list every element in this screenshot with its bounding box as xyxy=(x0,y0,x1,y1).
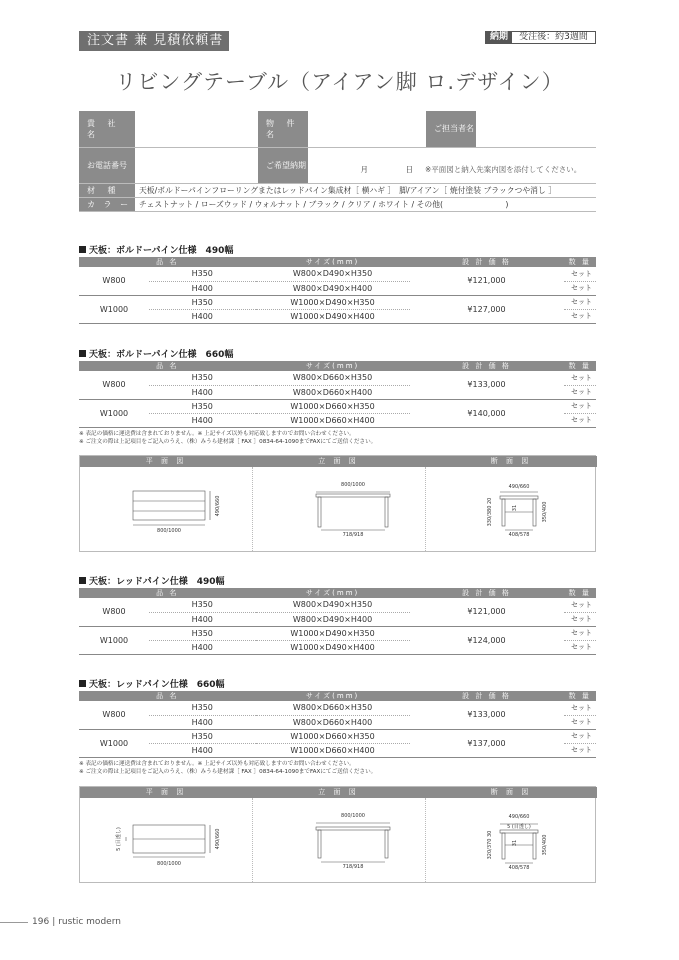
qty-field[interactable]: セット xyxy=(564,413,596,427)
price: ¥121,000 xyxy=(410,267,564,295)
model: W800 xyxy=(79,267,149,295)
col-price: 設 計 価 格 xyxy=(410,691,564,701)
model: W800 xyxy=(79,701,149,729)
height: H400 xyxy=(149,640,256,654)
col-qty: 数 量 xyxy=(564,691,596,701)
qty-field[interactable]: セット xyxy=(564,743,596,757)
section-header: 断 面 図 xyxy=(425,787,597,798)
size: W1000×D660×H350 xyxy=(256,399,410,413)
sec-bottom-dim: 408/578 xyxy=(508,532,530,538)
drawing-svg xyxy=(80,787,597,884)
size: W1000×D660×H400 xyxy=(256,413,410,427)
phone-label: お電話番号 xyxy=(79,147,135,183)
note-line: ※ 表記の価格に運送費は含まれておりません。※ 上記サイズ以外も対応致しますのでお問い合わせください。 xyxy=(79,761,355,767)
qty-field[interactable]: セット xyxy=(564,626,596,640)
notes xyxy=(79,760,376,776)
height: H350 xyxy=(149,598,256,612)
height: H400 xyxy=(149,715,256,729)
model: W1000 xyxy=(79,729,149,757)
size: W800×D660×H350 xyxy=(256,701,410,715)
size: W800×D490×H400 xyxy=(256,281,410,295)
size: W800×D660×H350 xyxy=(256,371,410,385)
delivery-value: 受注後：約3週間 xyxy=(519,32,588,42)
delivery-date-field[interactable] xyxy=(308,147,596,183)
col-qty: 数 量 xyxy=(564,257,596,267)
price: ¥127,000 xyxy=(410,295,564,323)
delivery-date-label: ご希望納期 xyxy=(258,147,308,183)
qty-field[interactable]: セット xyxy=(564,598,596,612)
order-form xyxy=(79,111,596,212)
gap-note: 5 (目透し) xyxy=(116,827,122,851)
drawing-svg xyxy=(80,456,597,553)
sec-top-dim: 490/660 xyxy=(508,814,530,820)
col-qty: 数 量 xyxy=(564,361,596,371)
sec-top-dim: 490/660 xyxy=(508,484,530,490)
plan-width-dim: 800/1000 xyxy=(157,861,181,867)
drawings-panel xyxy=(79,786,596,883)
qty-field[interactable]: セット xyxy=(564,371,596,385)
delivery-box xyxy=(485,31,596,44)
qty-field[interactable]: セット xyxy=(564,715,596,729)
elevation-header: 立 面 図 xyxy=(252,787,425,798)
qty-field[interactable]: セット xyxy=(564,281,596,295)
sec-left-dim: 320/370 30 xyxy=(487,830,493,860)
footer-separator: | xyxy=(52,917,56,927)
sec-left-dim: 330/380 20 xyxy=(487,497,493,527)
size: W800×D660×H400 xyxy=(256,715,410,729)
page-title: リビングテーブル（アイアン脚 ロ.デザイン） xyxy=(115,70,564,94)
page-number: 196 xyxy=(32,917,50,927)
plan-header: 平 面 図 xyxy=(80,456,252,467)
height: H400 xyxy=(149,309,256,323)
price: ¥124,000 xyxy=(410,626,564,654)
height: H350 xyxy=(149,399,256,413)
sec-inner-dim: 31 xyxy=(512,504,518,512)
qty-field[interactable]: セット xyxy=(564,701,596,715)
size: W1000×D660×H400 xyxy=(256,743,410,757)
color-label: カ ラ ー xyxy=(79,197,135,211)
elev-bottom-dim: 718/918 xyxy=(342,532,364,538)
person-label: ご担当者名 xyxy=(426,111,476,147)
price: ¥121,000 xyxy=(410,598,564,626)
model: W1000 xyxy=(79,295,149,323)
col-name: 品 名 xyxy=(79,691,256,701)
price: ¥137,000 xyxy=(410,729,564,757)
company-label: 貴 社 名 xyxy=(79,111,135,147)
qty-field[interactable]: セット xyxy=(564,640,596,654)
project-field[interactable] xyxy=(308,111,426,147)
qty-field[interactable]: セット xyxy=(564,729,596,743)
qty-field[interactable]: セット xyxy=(564,309,596,323)
section-header: 断 面 図 xyxy=(425,456,597,467)
height: H400 xyxy=(149,385,256,399)
document-type-label: 注文書 兼 見積依頼書 xyxy=(79,31,229,51)
sec-right-dim: 350/400 xyxy=(542,834,548,856)
section-title: 天板：レッドパイン仕様 660幅 xyxy=(79,677,225,690)
col-price: 設 計 価 格 xyxy=(410,588,564,598)
plan-depth-dim: 490/660 xyxy=(215,828,221,850)
col-name: 品 名 xyxy=(79,257,256,267)
month-label: 月 xyxy=(360,164,368,174)
col-size: サイズ(mm) xyxy=(256,691,410,701)
size: W1000×D660×H350 xyxy=(256,729,410,743)
material-value: 天板/ボルドーパインフローリングまたはレッドパイン集成材［ 横ハギ ］ 脚/アイアン［ 焼付塗装 ブラックつや消し ］ xyxy=(135,183,596,197)
section-title: 天板：ボルドーパイン仕様 660幅 xyxy=(79,347,233,360)
size: W1000×D490×H350 xyxy=(256,295,410,309)
delivery-key: 納期 xyxy=(486,32,512,43)
col-size: サイズ(mm) xyxy=(256,588,410,598)
col-name: 品 名 xyxy=(79,588,256,598)
person-field[interactable] xyxy=(476,111,596,147)
model: W1000 xyxy=(79,626,149,654)
qty-field[interactable]: セット xyxy=(564,399,596,413)
price-table xyxy=(79,588,596,655)
size: W1000×D490×H400 xyxy=(256,309,410,323)
note-line: ※ ご注文の際は上記項目をご記入のうえ、（株）みうら建材課［ FAX ］0834-64-1090までFAXにてご送信ください。 xyxy=(79,769,377,775)
project-label: 物 件 名 xyxy=(258,111,308,147)
qty-field[interactable]: セット xyxy=(564,385,596,399)
sec-inner-dim: 31 xyxy=(512,839,518,847)
note-line: ※ ご注文の際は上記項目をご記入のうえ、（株）みうら建材課［ FAX ］0834-64-1090までFAXにてご送信ください。 xyxy=(79,439,377,445)
price-table xyxy=(79,691,596,758)
size: W1000×D490×H400 xyxy=(256,640,410,654)
height: H350 xyxy=(149,295,256,309)
gap-note-section: 5 (目透し) xyxy=(507,824,531,830)
section-title: 天板：レッドパイン仕様 490幅 xyxy=(79,574,225,587)
height: H400 xyxy=(149,413,256,427)
company-field[interactable] xyxy=(135,111,258,147)
plan-width-dim: 800/1000 xyxy=(157,528,181,534)
col-price: 設 計 価 格 xyxy=(410,361,564,371)
delivery-note: ※平面図と納入先案内図を添付してください。 xyxy=(425,164,582,174)
qty-field[interactable]: セット xyxy=(564,267,596,281)
color-value: チェストナット / ローズウッド / ウォルナット / ブラック / クリア / ホワイト / その他( ) xyxy=(135,197,596,211)
height: H350 xyxy=(149,701,256,715)
day-label: 日 xyxy=(405,164,413,174)
plan-header: 平 面 図 xyxy=(80,787,252,798)
size: W1000×D490×H350 xyxy=(256,626,410,640)
notes xyxy=(79,430,376,446)
section-title: 天板：ボルドーパイン仕様 490幅 xyxy=(79,243,233,256)
elev-bottom-dim: 718/918 xyxy=(342,864,364,870)
size: W800×D660×H400 xyxy=(256,385,410,399)
price: ¥133,000 xyxy=(410,371,564,399)
height: H350 xyxy=(149,267,256,281)
note-line: ※ 表記の価格に運送費は含まれておりません。※ 上記サイズ以外も対応致しますのでお問い合わせください。 xyxy=(79,431,355,437)
height: H400 xyxy=(149,612,256,626)
model: W1000 xyxy=(79,399,149,427)
material-label: 材 種 xyxy=(79,183,135,197)
height: H350 xyxy=(149,729,256,743)
footer xyxy=(0,917,121,927)
size: W800×D490×H350 xyxy=(256,267,410,281)
col-size: サイズ(mm) xyxy=(256,361,410,371)
price-table xyxy=(79,361,596,428)
sec-bottom-dim: 408/578 xyxy=(508,865,530,871)
elev-top-dim: 800/1000 xyxy=(341,813,365,819)
size: W800×D490×H350 xyxy=(256,598,410,612)
height: H400 xyxy=(149,743,256,757)
footer-rule xyxy=(0,922,28,923)
col-size: サイズ(mm) xyxy=(256,257,410,267)
col-price: 設 計 価 格 xyxy=(410,257,564,267)
drawings-panel xyxy=(79,455,596,552)
height: H350 xyxy=(149,626,256,640)
height: H350 xyxy=(149,371,256,385)
size: W800×D490×H400 xyxy=(256,612,410,626)
col-name: 品 名 xyxy=(79,361,256,371)
qty-field[interactable]: セット xyxy=(564,295,596,309)
model: W800 xyxy=(79,598,149,626)
elevation-header: 立 面 図 xyxy=(252,456,425,467)
phone-field[interactable] xyxy=(135,147,258,183)
price-table xyxy=(79,257,596,324)
qty-field[interactable]: セット xyxy=(564,612,596,626)
price: ¥133,000 xyxy=(410,701,564,729)
model: W800 xyxy=(79,371,149,399)
elev-top-dim: 800/1000 xyxy=(341,482,365,488)
sec-right-dim: 350/400 xyxy=(542,501,548,523)
price: ¥140,000 xyxy=(410,399,564,427)
col-qty: 数 量 xyxy=(564,588,596,598)
height: H400 xyxy=(149,281,256,295)
plan-depth-dim: 490/660 xyxy=(215,495,221,517)
brand-name: rustic modern xyxy=(58,917,121,927)
